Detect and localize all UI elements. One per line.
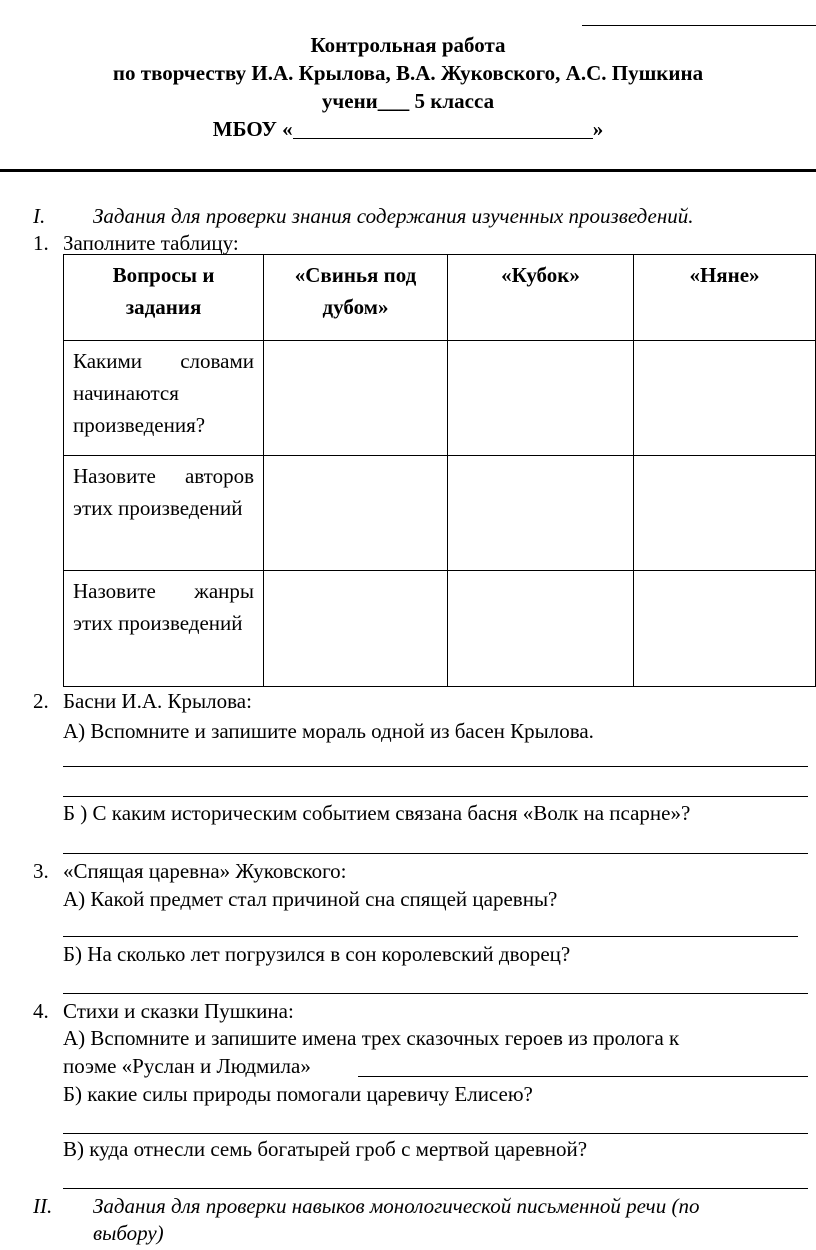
task3-question-b: Б) На сколько лет погрузился в сон королевский дворец? — [63, 942, 571, 966]
answer-cell[interactable] — [448, 341, 634, 456]
task2-question-a: А) Вспомните и запишите мораль одной из басен Крылова. — [63, 719, 594, 743]
task1-number: 1. — [33, 231, 49, 255]
task4-question-a-line2: поэме «Руслан и Людмила» — [63, 1054, 311, 1078]
answer-cell[interactable] — [264, 456, 448, 571]
table-header-cell: Вопросы и задания — [64, 255, 264, 341]
section1-roman: I. — [33, 204, 46, 228]
answer-cell[interactable] — [264, 341, 448, 456]
answer-line[interactable] — [63, 993, 808, 994]
task3-number: 3. — [33, 859, 49, 883]
answer-cell[interactable] — [264, 571, 448, 687]
task4-question-b: Б) какие силы природы помогали царевичу Елисею? — [63, 1082, 533, 1106]
table-row-question: Назовите жанры этих произведений — [64, 571, 264, 687]
answer-cell[interactable] — [448, 456, 634, 571]
task1-text: Заполните таблицу: — [63, 231, 239, 255]
title-line-4 — [0, 115, 816, 143]
title-line-1: Контрольная работа — [310, 33, 506, 57]
task3-question-a: А) Какой предмет стал причиной сна спящей царевны? — [63, 887, 558, 911]
section1-title: Задания для проверки знания содержания изученных произведений. — [93, 204, 694, 228]
answer-line[interactable] — [63, 1133, 808, 1134]
title-line-2: по творчеству И.А. Крылова, В.А. Жуковского, А.С. Пушкина — [112, 61, 704, 85]
answer-line[interactable] — [358, 1076, 808, 1077]
task4-question-c: В) куда отнесли семь богатырей гроб с мертвой царевной? — [63, 1137, 588, 1161]
table-header-cell: «Свинья под дубом» — [264, 255, 448, 341]
answer-cell[interactable] — [634, 456, 816, 571]
answer-cell[interactable] — [634, 571, 816, 687]
task4-title: Стихи и сказки Пушкина: — [63, 999, 294, 1023]
task4-question-a-line1: А) Вспомните и запишите имена трех сказочных героев из пролога к — [63, 1026, 680, 1050]
school-suffix: » — [592, 117, 604, 141]
school-name-blank[interactable] — [293, 118, 593, 139]
answer-line[interactable] — [63, 796, 808, 797]
task2-question-b: Б ) С каким историческим событием связана басня «Волк на псарне»? — [63, 801, 691, 825]
table-row-question: Какими словами начинаются произведения? — [64, 341, 264, 456]
works-table — [63, 254, 816, 687]
section2-roman: II. — [33, 1194, 53, 1218]
top-right-line — [582, 25, 816, 26]
table-header-cell: «Няне» — [634, 255, 816, 341]
table-row-question: Назовите авторов этих произведений — [64, 456, 264, 571]
answer-line[interactable] — [63, 1188, 808, 1189]
answer-line[interactable] — [63, 853, 808, 854]
header-divider — [0, 169, 816, 172]
answer-cell[interactable] — [448, 571, 634, 687]
answer-line[interactable] — [63, 766, 808, 767]
task4-number: 4. — [33, 999, 49, 1023]
section2-title-line2: выбору) — [93, 1221, 164, 1245]
school-prefix: МБОУ « — [212, 117, 293, 141]
task3-title: «Спящая царевна» Жуковского: — [63, 859, 347, 883]
task2-number: 2. — [33, 689, 49, 713]
answer-cell[interactable] — [634, 341, 816, 456]
table-header-cell: «Кубок» — [448, 255, 634, 341]
section2-title-line1: Задания для проверки навыков монологической письменной речи (по — [93, 1194, 700, 1218]
answer-line[interactable] — [63, 936, 798, 937]
task2-title: Басни И.А. Крылова: — [63, 689, 252, 713]
title-line-3: учени___ 5 класса — [321, 89, 495, 113]
